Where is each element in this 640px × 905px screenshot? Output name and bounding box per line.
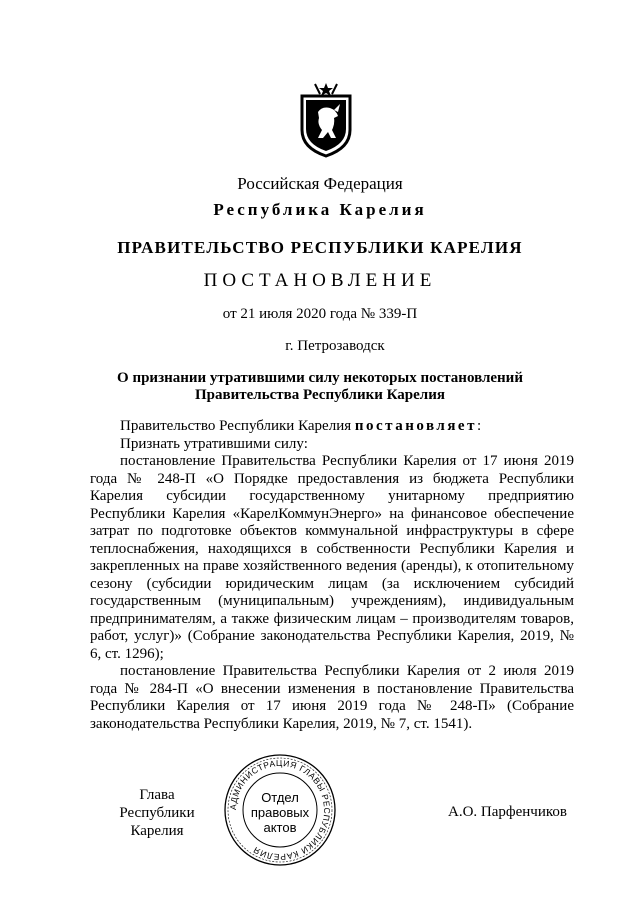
signature-title-line-1: Глава — [139, 787, 175, 803]
document-body — [90, 418, 574, 733]
country-name: Российская Федерация — [237, 174, 403, 193]
date-number: от 21 июля 2020 года № 339-П — [222, 306, 418, 322]
subject-line-1: О признании утратившими силу некоторых постановлений — [117, 370, 523, 386]
intro-paragraph — [90, 418, 574, 436]
document-subject — [0, 370, 640, 404]
city: г. Петрозаводск — [285, 338, 385, 354]
paragraph-1: Признать утратившими силу: — [120, 435, 308, 452]
coat-of-arms-karelia-icon — [298, 82, 354, 158]
stamp-line-3: актов — [263, 820, 297, 835]
stamp-line-1: Отдел — [261, 790, 299, 805]
signature-title — [92, 786, 222, 840]
stamp-ring-text: АДМИНИСТРАЦИЯ ГЛАВЫ РЕСПУБЛИКИ КАРЕЛИЯ — [227, 757, 333, 863]
intro-verb: постановляет — [354, 418, 477, 434]
paragraph-3: постановление Правительства Республики Карелия от 2 июля 2019 года № 284-П «О внесении изменения в постановление Правительства Республики Карелия от 17 июня 2019 года № 248-П» (Собрание законодательства Республики Карелия, 2019, № 7, ст. 1541). — [90, 663, 574, 732]
government-title: ПРАВИТЕЛЬСТВО РЕСПУБЛИКИ КАРЕЛИЯ — [117, 238, 523, 257]
stamp-line-2: правовых — [250, 805, 310, 820]
republic-name: Республика Карелия — [213, 200, 427, 219]
signatory-name: А.О. Парфенчиков — [448, 804, 567, 820]
paragraph-2: постановление Правительства Республики Карелия от 17 июня 2019 года № 248-П «О Порядке предоставления из бюджета Республики Карелия субсидии государственному унитарному предприятию Республики Карелия «КарелКоммунЭнерго» на финансовое обеспечение затрат по подготовке объектов коммунальной инфраструктуры в сфере теплоснабжения, находящихся в собственности Республики Карелия и закрепленных на праве хозяйственного ведения (аренды), к отопительному сезону (субсидии юридическим лицам (за исключением субсидий государственным (муниципальным) учреждениям), индивидуальным предпринимателям, а также физическим лицам – производителям товаров, работ, услуг)» (Собрание законодательства Республики Карелия, 2019, № 6, ст. 1296); — [90, 453, 574, 662]
signature-title-line-2: Республики Карелия — [119, 805, 195, 839]
document-type: ПОСТАНОВЛЕНИЕ — [203, 270, 437, 291]
intro-suffix: : — [476, 418, 482, 434]
subject-line-2: Правительства Республики Карелия — [195, 387, 445, 403]
intro-prefix: Правительство Республики Карелия — [120, 418, 355, 434]
official-stamp — [222, 752, 338, 868]
